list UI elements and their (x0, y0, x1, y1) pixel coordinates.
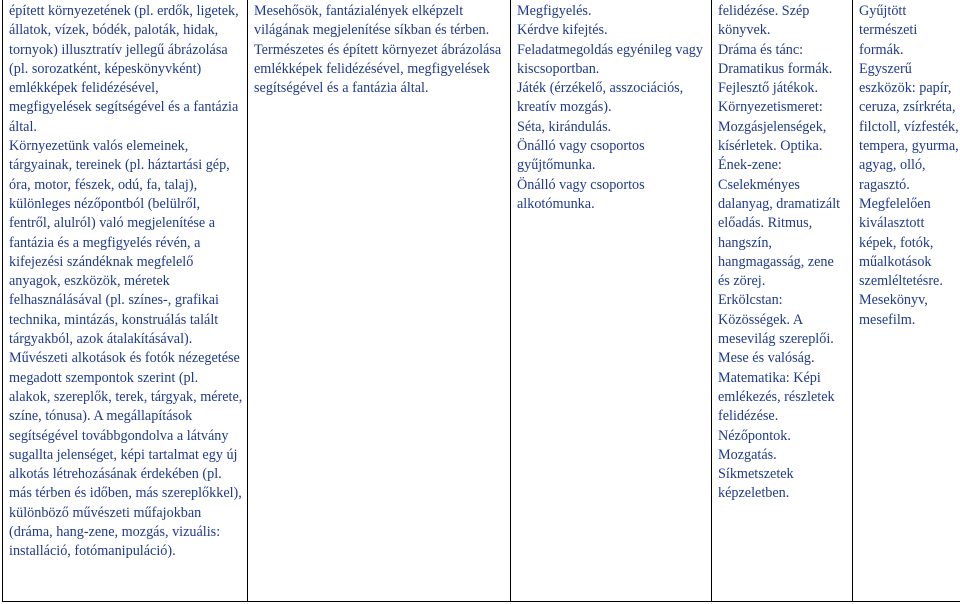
cell-line: felidézése. Szép könyvek. (718, 3, 810, 39)
cell-paragraph: Természetes és épített környezet ábrázolása emlékképek felidézésével, megfigyelések segítségével és a fantázia által. (254, 41, 502, 97)
cell-content (248, 0, 511, 602)
cell-line: Megfigyelés. (517, 3, 592, 19)
cell-line: Egyszerű eszközök: papír, ceruza, zsírkréta, filctoll, vízfesték, tempera, gyurma, agyag, olló, ragasztó. (859, 60, 959, 193)
cell-line: Mesekönyv, mesefilm. (859, 292, 928, 328)
cell-line: Matematika: Képi emlékezés, részletek felidézése. (718, 369, 835, 425)
cell-line: Megfelelően kiválasztott képek, fotók, műalkotások szemléltetésre. (859, 195, 943, 290)
cell-line: Gyűjtött természeti formák. (859, 3, 918, 58)
cell-paragraph: épített környezetének (pl. erdők, ligetek, állatok, vízek, bódék, paloták, hidak, tornyok) illusztratív jellegű ábrázolása (pl. sorozatként, képeskönyvként) emlékképek felidézésével, megfigyelések segítségével és a fantázia által. (9, 3, 239, 135)
cell-line: Környezetismeret: Mozgásjelenségek, kísérletek. Optika. (718, 99, 827, 155)
cell-line: Erkölcstan: Közösségek. A mesevilág szereplői. Mese és valóság. (718, 292, 834, 367)
cell-line: Kérdve kifejtés. (517, 22, 608, 39)
cell-paragraph: Környezetünk valós elemeinek, tárgyainak, tereinek (pl. háztartási gép, óra, motor, fészek, odú, fa, talaj), különleges nézőpontból (belülről, fentről, alulról) való megjelenítése a fantázia és a megfigyelés révén, a kifejezési szándéknak megfelelő anyagok, eszközök, méretek felhasználásával (pl. színes-, grafikai technika, mintázás, konstruálás talált tárgyakból, azok átalakításával). (9, 138, 230, 348)
cell-line: Mozgatás. (718, 446, 777, 463)
cell-tools (853, 0, 960, 602)
cell-methods (511, 0, 712, 602)
cell-line: Önálló vagy csoportos alkotómunka. (517, 176, 645, 212)
cell-line: Síkmetszetek képzeletben. (718, 466, 794, 502)
cell-activities (3, 0, 248, 602)
cell-line: Dráma és tánc: Dramatikus formák. (718, 41, 833, 77)
cell-connections (712, 0, 853, 602)
cell-line: Játék (érzékelő, asszociációs, kreatív mozgás). (517, 80, 684, 116)
curriculum-table (2, 0, 960, 602)
cell-line: Feladatmegoldás egyénileg vagy kiscsoportban. (517, 41, 703, 77)
cell-paragraph: Művészeti alkotások és fotók nézegetése megadott szempontok szerint (pl. alakok, szereplők, terek, tárgyak, mérete, színe, tónusa). A megállapítások segítségével továbbgondolva a látvány sugallta jelenséget, képi tartalmat egy új alkotás létrehozásának érdekében (pl. más térben és időben, más szereplőkkel), különböző művészeti műfajokban (dráma, hang-zene, mozgás, vizuális: installáció, fotómanipuláció). (9, 350, 243, 560)
cell-line: Séta, kirándulás. (517, 118, 612, 135)
cell-line: Fejlesztő játékok. (718, 80, 819, 97)
table-row (3, 0, 960, 602)
cell-line: Nézőpontok. (718, 427, 791, 444)
cell-paragraph: Mesehősök, fantázialények elképzelt világának megjelenítése síkban és térben. (254, 3, 490, 39)
cell-line: Ének-zene: Cselekményes dalanyag, dramatizált előadás. Ritmus, hangszín, hangmagasság, zene és zörej. (718, 157, 841, 290)
cell-line: Önálló vagy csoportos gyűjtőmunka. (517, 138, 645, 174)
